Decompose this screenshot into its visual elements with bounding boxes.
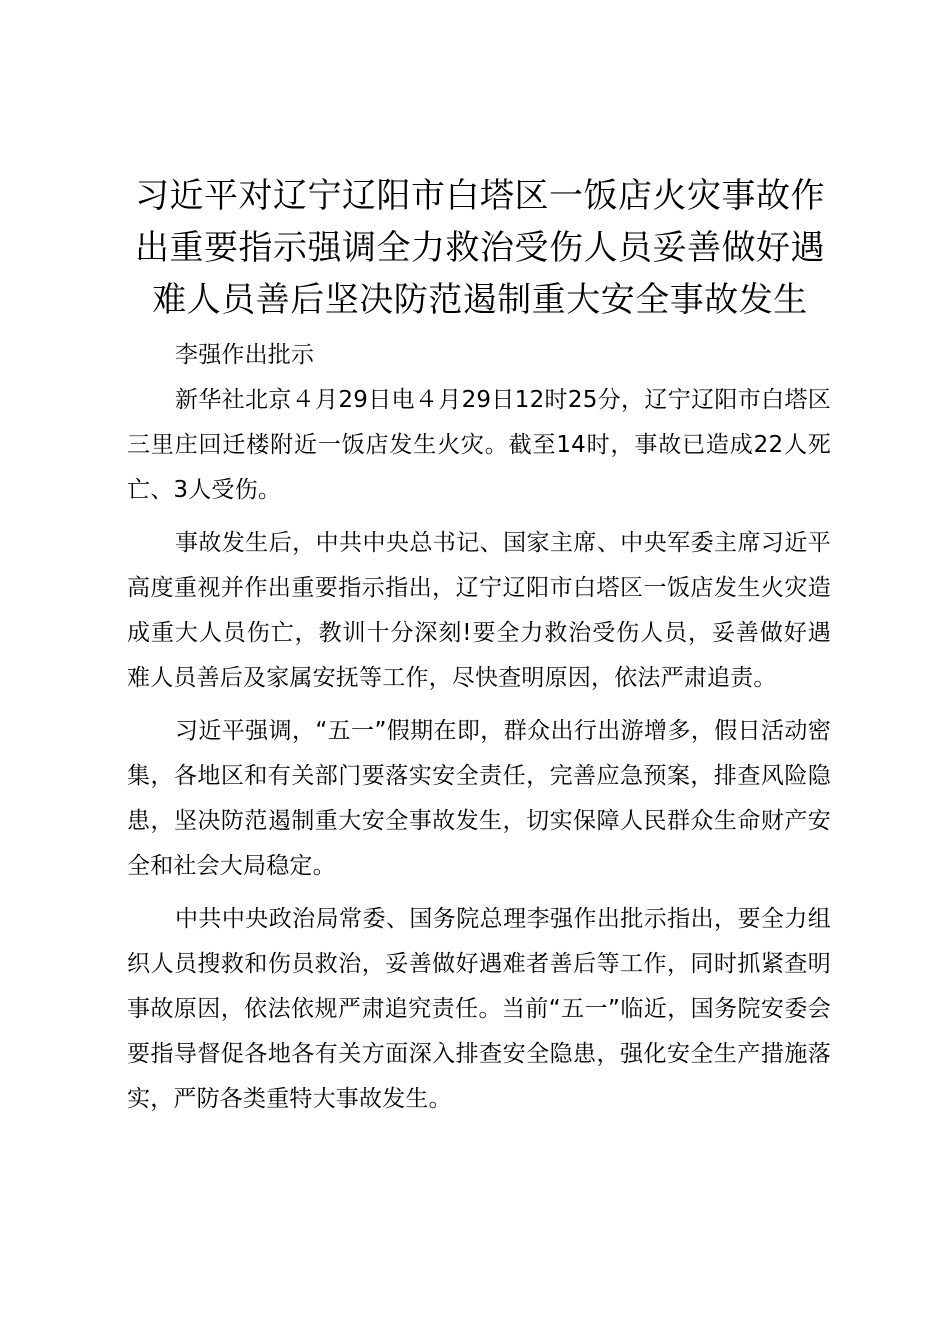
paragraph-4: 中共中央政治局常委、国务院总理李强作出批示指出，要全力组织人员搜救和伤员救治，妥善做好遇难者善后等工作，同时抓紧查明事故原因，依法依规严肃追究责任。当前“五一”临近，国务院安委会要指导督促各地各有关方面深入排查安全隐患，强化安全生产措施落实，严防各类重特大事故发生。 [127, 906, 831, 1112]
document-body [127, 333, 831, 1122]
paragraph-1: 新华社北京４月29日电４月29日12时25分，辽宁辽阳市白塔区三里庄回迁楼附近一饭店发生火灾。截至14时，事故已造成22人死亡、3人受伤。 [127, 387, 831, 503]
subtitle: 李强作出批示 [175, 342, 315, 368]
paragraph-2: 事故发生后，中共中央总书记、国家主席、中央军委主席习近平高度重视并作出重要指示指出，辽宁辽阳市白塔区一饭店发生火灾造成重大人员伤亡，教训十分深刻!要全力救治受伤人员，妥善做好遇难人员善后及家属安抚等工作，尽快查明原因，依法严肃追责。 [127, 530, 831, 691]
paragraph-3: 习近平强调，“五一”假期在即，群众出行出游增多，假日活动密集，各地区和有关部门要落实安全责任，完善应急预案，排查风险隐患，坚决防范遏制重大安全事故发生，切实保障人民群众生命财产安全和社会大局稳定。 [127, 718, 831, 879]
document-title: 习近平对辽宁辽阳市白塔区一饭店火灾事故作出重要指示强调全力救治受伤人员妥善做好遇难人员善后坚决防范遏制重大安全事故发生 [135, 176, 825, 320]
